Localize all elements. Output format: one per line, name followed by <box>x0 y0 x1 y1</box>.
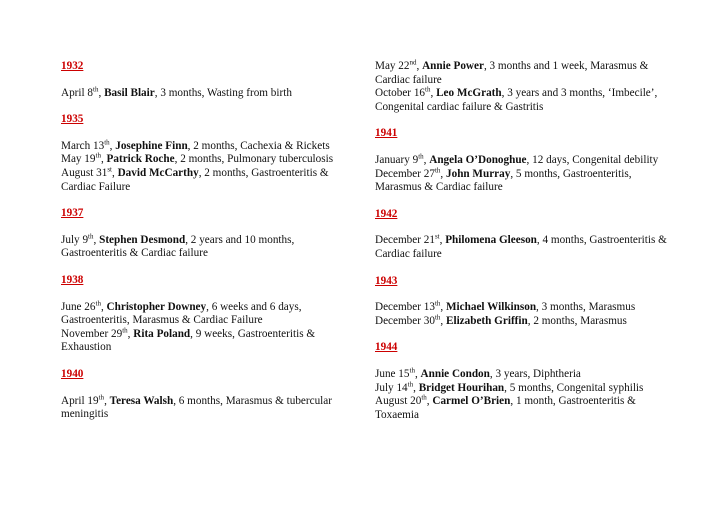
year-section <box>375 127 675 194</box>
entry-date: July 14 <box>375 381 408 394</box>
child-name: Philomena Gleeson <box>445 234 537 247</box>
child-name: Bridget Hourihan <box>418 381 505 394</box>
entry-details: 3 months, Wasting from birth <box>160 86 292 99</box>
year-section <box>375 275 675 329</box>
entry-date: January 9 <box>375 153 419 166</box>
date-suffix: th <box>434 165 441 174</box>
record-entry: April 19th, Teresa Walsh, 6 months, Marasmus & tubercular meningitis <box>61 392 332 421</box>
year-section <box>61 60 353 100</box>
continued-entries <box>375 60 675 114</box>
entry-details: 1 month, Gastroenteritis & Toxaemia <box>375 395 636 421</box>
entry-details: 3 months and 1 week, Marasmus & Cardiac failure <box>375 60 649 86</box>
record-entry: June 15th, Annie Condon, 3 years, Diphtheria <box>375 366 581 380</box>
year-heading: 1941 <box>375 127 398 140</box>
entry-details: 3 months, Marasmus <box>541 301 636 314</box>
entry-date: December 30 <box>375 314 435 327</box>
year-heading: 1935 <box>61 113 84 126</box>
year-heading: 1938 <box>61 273 84 286</box>
year-section <box>61 113 353 194</box>
year-heading: 1932 <box>61 60 84 72</box>
year-section <box>61 368 353 422</box>
year-section <box>375 208 675 262</box>
entry-details: 2 months, Gastroenteritis & Cardiac Failure <box>61 166 329 193</box>
entry-details: 5 months, Gastroenteritis, Marasmus & Cardiac failure <box>375 167 632 194</box>
left-column <box>61 60 353 435</box>
entry-details: 5 months, Congenital syphilis <box>509 381 644 394</box>
record-entry: December 27th, John Murray, 5 months, Gastroenteritis, Marasmus & Cardiac failure <box>375 165 632 194</box>
child-name: Carmel O’Brien <box>432 395 511 408</box>
record-entry: May 19th, Patrick Roche, 2 months, Pulmonary tuberculosis <box>61 151 334 166</box>
date-suffix: th <box>418 152 424 161</box>
child-name: Basil Blair <box>104 86 155 99</box>
entry-details: 6 months, Marasmus & tubercular meningitis <box>61 394 332 421</box>
child-name: Leo McGrath <box>436 87 502 100</box>
entry-date: June 26 <box>61 300 96 313</box>
date-suffix: nd <box>409 58 417 67</box>
date-suffix: th <box>407 379 414 388</box>
record-entry: December 13th, Michael Wilkinson, 3 months, Marasmus <box>375 299 636 314</box>
entry-date: November 29 <box>61 327 123 340</box>
child-name: John Murray <box>446 167 511 180</box>
date-suffix: th <box>98 392 105 401</box>
child-name: Annie Power <box>422 60 484 72</box>
child-name: Josephine Finn <box>115 139 188 152</box>
right-column <box>375 60 675 435</box>
entry-details: 2 months, Pulmonary tuberculosis <box>180 153 334 166</box>
year-heading: 1943 <box>375 274 398 287</box>
record-entry: June 26th, Christopher Downey, 6 weeks and 6 days, Gastroenteritis, Marasmus & Cardiac Failure <box>61 298 302 327</box>
child-name: Michael Wilkinson <box>446 301 537 314</box>
entry-date: May 19 <box>61 153 96 166</box>
date-suffix: th <box>88 232 94 241</box>
child-name: Rita Poland <box>133 327 191 340</box>
year-heading: 1944 <box>375 341 398 354</box>
record-entry: January 9th, Angela O’Donoghue, 12 days, Congenital debility <box>375 152 659 166</box>
year-section <box>61 274 353 355</box>
child-name: Christopher Downey <box>106 300 207 313</box>
entry-details: 3 years, Diphtheria <box>495 367 581 380</box>
entry-date: August 31 <box>61 166 108 179</box>
entry-details: 3 years and 3 months, ‘Imbecile’, Congenital cardiac failure & Gastritis <box>375 87 658 113</box>
date-suffix: th <box>434 299 441 308</box>
entry-details: 2 months, Marasmus <box>533 314 627 327</box>
record-entry: August 31st, David McCarthy, 2 months, Gastroenteritis & Cardiac Failure <box>61 165 329 193</box>
entry-details: 4 months, Gastroenteritis & Cardiac failure <box>375 234 667 260</box>
record-entry: April 8th, Basil Blair, 3 months, Wasting from birth <box>61 84 292 99</box>
child-name: David McCarthy <box>117 166 199 179</box>
entry-date: May 22 <box>375 60 410 72</box>
child-name: Elizabeth Griffin <box>446 314 528 327</box>
date-suffix: th <box>434 312 441 321</box>
year-heading: 1940 <box>61 367 84 380</box>
entry-date: October 16 <box>375 87 426 100</box>
entry-details: 12 days, Congenital debility <box>532 153 659 166</box>
date-suffix: st <box>107 165 112 174</box>
child-name: Teresa Walsh <box>109 394 174 407</box>
date-suffix: th <box>93 84 99 93</box>
record-entry: August 20th, Carmel O’Brien, 1 month, Gastroenteritis & Toxaemia <box>375 393 636 421</box>
entry-date: August 20 <box>375 395 422 408</box>
child-name: Stephen Desmond <box>99 233 186 246</box>
date-suffix: th <box>95 151 101 160</box>
entry-date: December 21 <box>375 234 435 247</box>
record-entry: December 21st, Philomena Gleeson, 4 months, Gastroenteritis & Cardiac failure <box>375 232 667 260</box>
child-name: Annie Condon <box>420 367 490 380</box>
year-heading: 1942 <box>375 207 398 220</box>
entry-details: 9 weeks, Gastroenteritis & Exhaustion <box>61 327 316 354</box>
entry-details: 6 weeks and 6 days, Gastroenteritis, Marasmus & Cardiac Failure <box>61 300 302 327</box>
date-suffix: th <box>104 138 110 147</box>
year-section <box>375 341 675 422</box>
record-entry: July 14th, Bridget Hourihan, 5 months, Congenital syphilis <box>375 379 644 394</box>
date-suffix: th <box>425 85 431 94</box>
date-suffix: st <box>434 232 440 241</box>
entry-date: April 8 <box>61 86 94 99</box>
date-suffix: th <box>95 298 101 307</box>
child-name: Angela O’Donoghue <box>429 153 527 166</box>
entry-date: March 13 <box>61 139 105 152</box>
entry-date: December 13 <box>375 301 435 314</box>
record-entry: May 22nd, Annie Power, 3 months and 1 week, Marasmus & Cardiac failure <box>375 58 649 86</box>
record-entry: November 29th, Rita Poland, 9 weeks, Gastroenteritis & Exhaustion <box>61 325 316 354</box>
entry-details: 2 years and 10 months, Gastroenteritis & Cardiac failure <box>61 233 295 260</box>
date-suffix: th <box>409 366 415 375</box>
record-entry: March 13th, Josephine Finn, 2 months, Cachexia & Rickets <box>61 138 330 152</box>
date-suffix: th <box>421 393 427 402</box>
record-entry: July 9th, Stephen Desmond, 2 years and 10 months, Gastroenteritis & Cardiac failure <box>61 232 295 260</box>
record-entry: December 30th, Elizabeth Griffin, 2 months, Marasmus <box>375 312 627 327</box>
entry-date: June 15 <box>375 367 410 380</box>
year-section <box>61 207 353 261</box>
entry-date: April 19 <box>61 394 99 407</box>
year-heading: 1937 <box>61 207 84 220</box>
record-entry: October 16th, Leo McGrath, 3 years and 3 months, ‘Imbecile’, Congenital cardiac failure & Gastritis <box>375 85 658 113</box>
date-suffix: th <box>122 325 128 334</box>
entry-date: July 9 <box>61 233 89 246</box>
child-name: Patrick Roche <box>106 153 175 166</box>
entry-date: December 27 <box>375 167 435 180</box>
entry-details: 2 months, Cachexia & Rickets <box>193 139 330 152</box>
